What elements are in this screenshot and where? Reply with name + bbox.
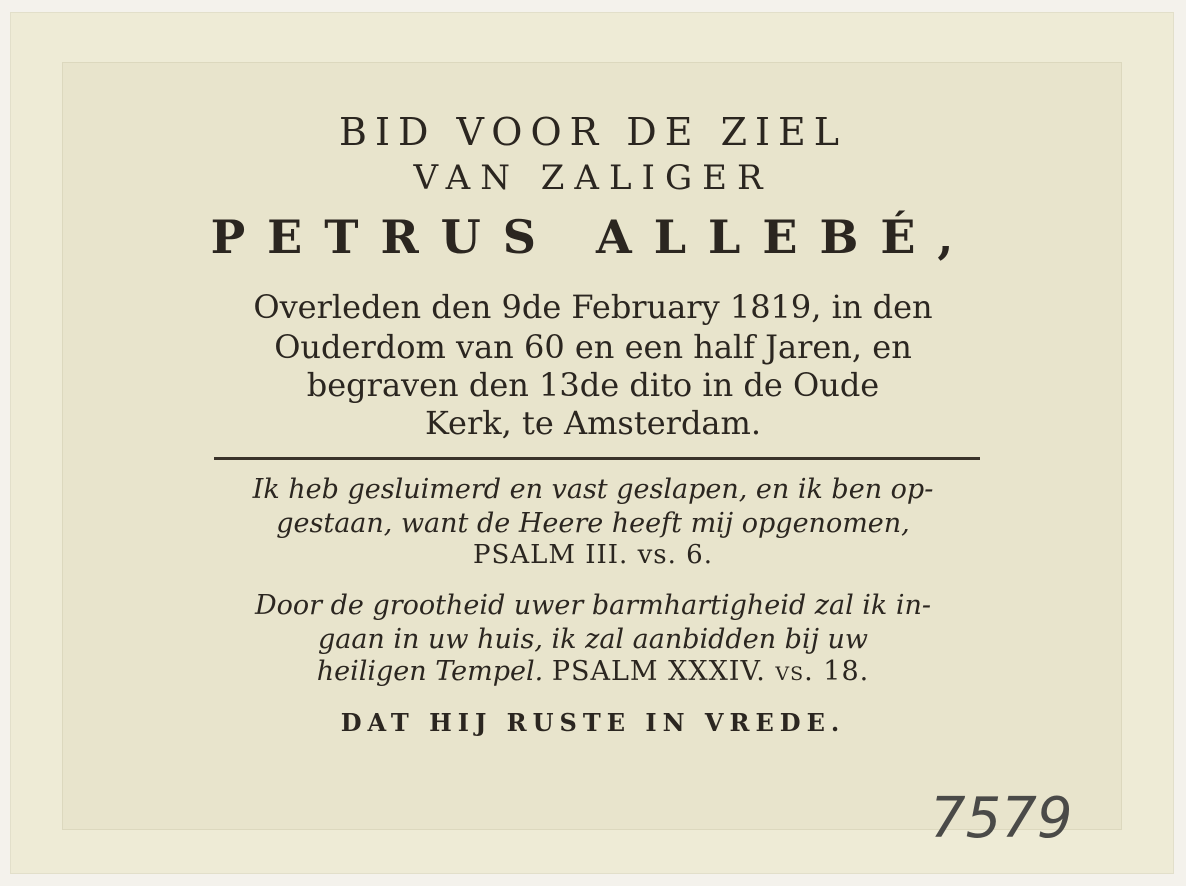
verse1-line-1: Ik heb gesluimerd en vast geslapen, en ik ben op-	[252, 474, 934, 505]
verse1-line-2: gestaan, want de Heere heeft mij opgenomen,	[276, 508, 910, 539]
verse2-line-1: Door de grootheid uwer barmhartigheid zal ik in-	[254, 590, 932, 621]
title-line-1: BID VOOR DE ZIEL	[339, 110, 847, 154]
body-line-1: Overleden den 9de February 1819, in den	[253, 288, 933, 326]
verse1-reference: PSALM III. vs. 6.	[473, 540, 713, 570]
body-line-2: Ouderdom van 60 en een half Jaren, en	[274, 328, 912, 366]
title-line-2: VAN ZALIGER	[413, 158, 773, 198]
deceased-name: PETRUS ALLEBÉ,	[210, 210, 976, 264]
verse2-line-3	[0, 656, 1186, 687]
verse2-line-2: gaan in uw huis, ik zal aanbidden bij uw	[317, 624, 869, 655]
body-line-4: Kerk, te Amsterdam.	[424, 404, 762, 442]
divider-rule	[214, 457, 980, 460]
handwritten-number: 7579	[930, 786, 1073, 851]
closing-line: DAT HIJ RUSTE IN VREDE.	[340, 708, 846, 737]
verse2-reference: PSALM XXXIV. vs. 18.	[551, 656, 870, 687]
verse2-line-3-text: heiligen Tempel.	[316, 656, 544, 687]
body-line-3: begraven den 13de dito in de Oude	[306, 366, 880, 404]
